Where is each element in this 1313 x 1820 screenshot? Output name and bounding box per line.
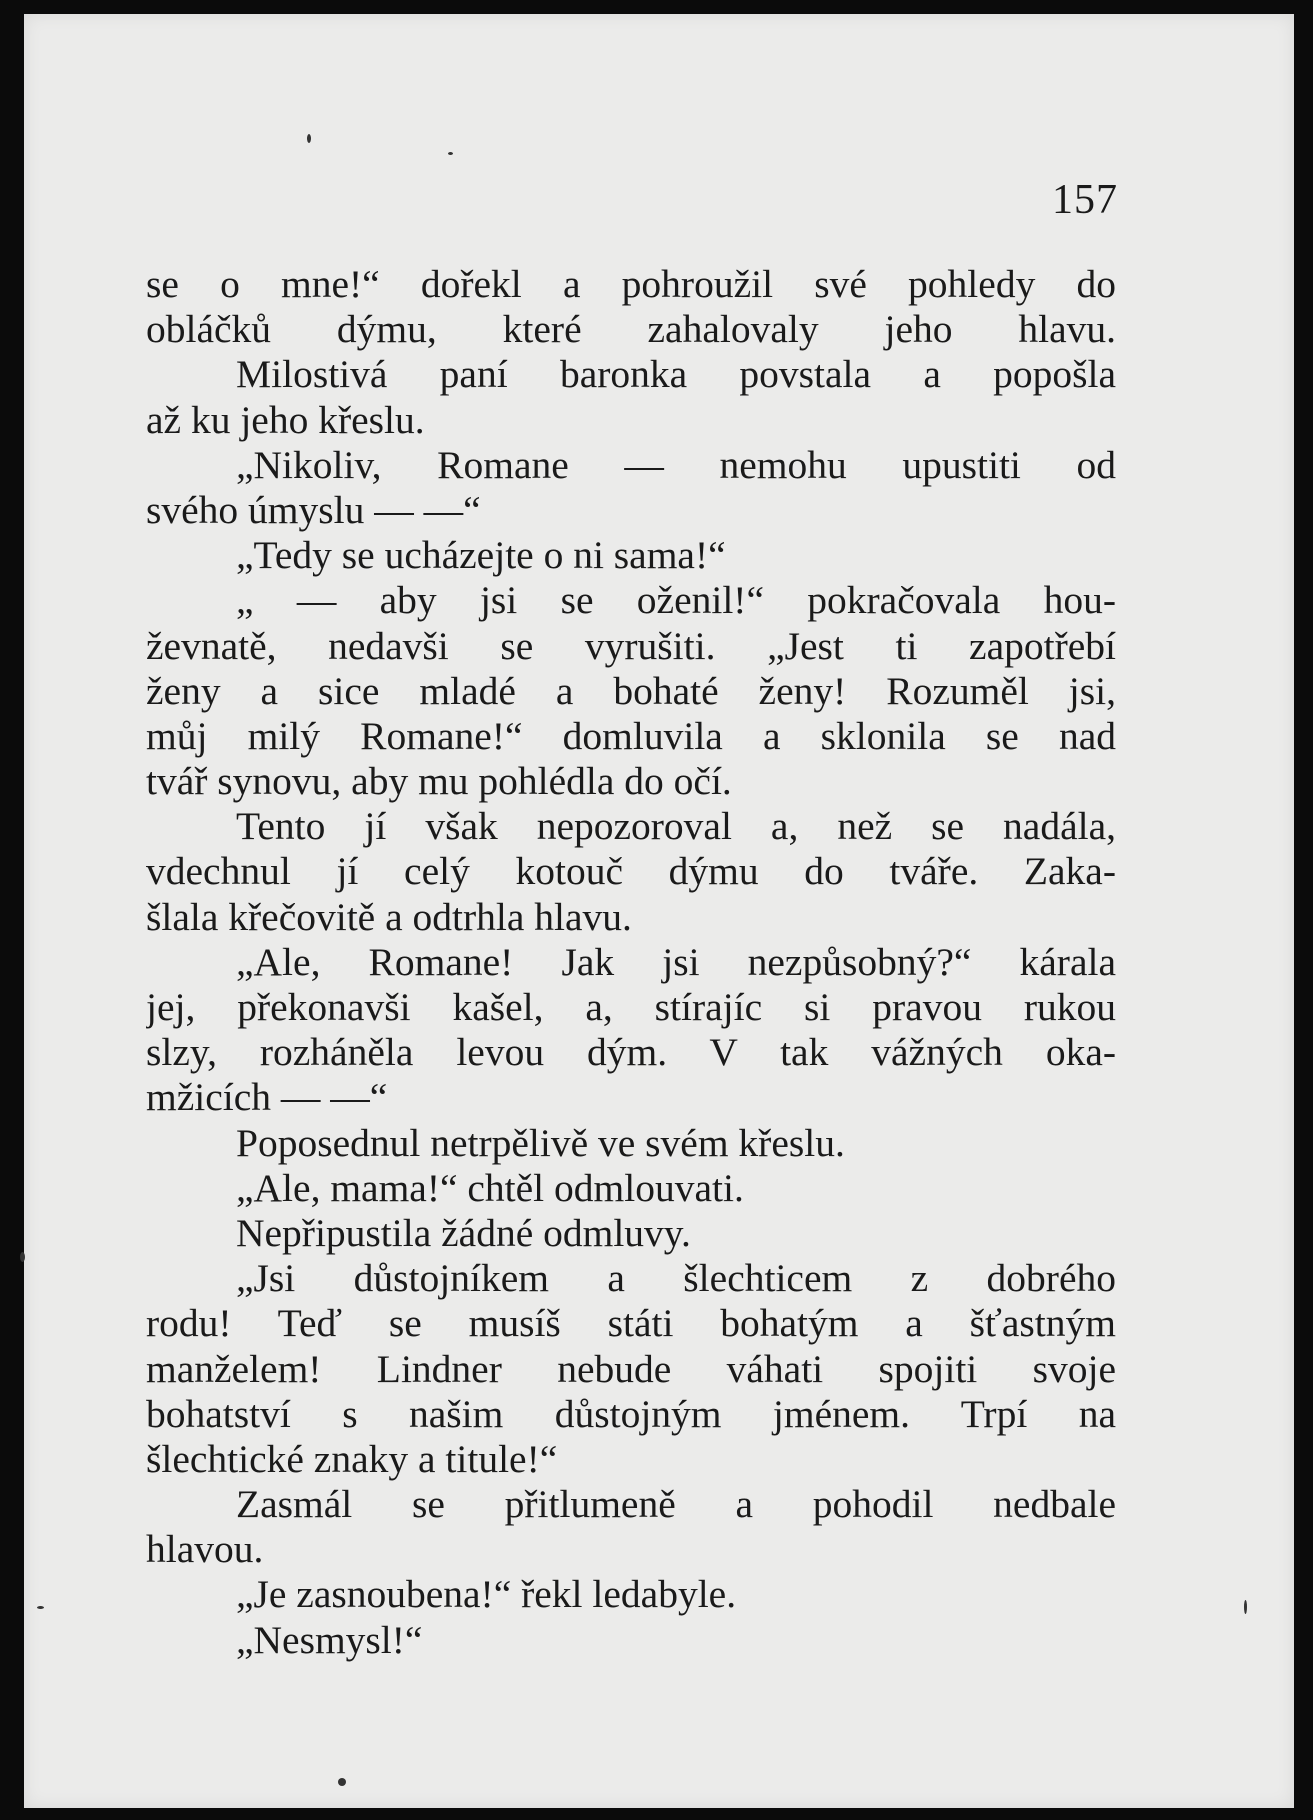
page-number: 157 bbox=[1052, 177, 1118, 223]
text-line: Milostivá paní baronka povstala a popošla bbox=[236, 352, 1116, 397]
scan-speck bbox=[20, 1252, 25, 1262]
text-line: Tento jí však nepozoroval a, než se nadála, bbox=[236, 804, 1116, 849]
text-line: se o mne!“ dořekl a pohroužil své pohledy do bbox=[146, 262, 1116, 306]
text-line: až ku jeho křeslu. bbox=[146, 397, 425, 442]
text-line: jej, překonavši kašel, a, stírajíc si pravou rukou bbox=[146, 985, 1116, 1029]
text-line: slzy, rozháněla levou dým. V tak vážných oka- bbox=[146, 1030, 1116, 1075]
text-line: „ — aby jsi se oženil!“ pokračovala hou- bbox=[236, 578, 1116, 623]
text-line: manželem! Lindner nebude váhati spojiti svoje bbox=[146, 1346, 1116, 1391]
scan-speck bbox=[307, 134, 311, 143]
text-line: rodu! Teď se musíš státi bohatým a šťastným bbox=[146, 1301, 1116, 1346]
scan-speck bbox=[1244, 1600, 1247, 1614]
text-line: hlavou. bbox=[146, 1527, 264, 1572]
text-line: „Je zasnoubena!“ řekl ledabyle. bbox=[236, 1572, 737, 1617]
text-line: „Ale, mama!“ chtěl odmlouvati. bbox=[236, 1165, 744, 1210]
text-line: „Ale, Romane! Jak jsi nezpůsobný?“ kárala bbox=[236, 939, 1116, 984]
text-line: svého úmyslu — —“ bbox=[146, 487, 481, 532]
text-line: Zasmál se přitlumeně a pohodil nedbale bbox=[236, 1482, 1116, 1527]
text-line: tvář synovu, aby mu pohlédla do očí. bbox=[146, 759, 732, 804]
text-line: ženy a sice mladé a bohaté ženy! Rozuměl jsi, bbox=[146, 668, 1116, 713]
text-line: šlala křečovitě a odtrhla hlavu. bbox=[146, 894, 632, 939]
text-line: „Tedy se ucházejte o ni sama!“ bbox=[236, 533, 726, 578]
scan-speck bbox=[37, 1606, 44, 1609]
text-line: šlechtické znaky a titule!“ bbox=[146, 1436, 558, 1481]
text-line: Poposednul netrpělivě ve svém křeslu. bbox=[236, 1120, 845, 1165]
text-line: „Nesmysl!“ bbox=[236, 1617, 423, 1662]
body-text bbox=[146, 262, 1116, 1663]
scan-speck bbox=[338, 1778, 346, 1786]
text-line: obláčků dýmu, které zahalovaly jeho hlavu. bbox=[146, 307, 1116, 352]
text-line: bohatství s našim důstojným jménem. Trpí na bbox=[146, 1391, 1116, 1436]
text-line: „Nikoliv, Romane — nemohu upustiti od bbox=[236, 442, 1116, 487]
text-line: „Jsi důstojníkem a šlechticem z dobrého bbox=[236, 1256, 1116, 1301]
text-line: můj milý Romane!“ domluvila a sklonila se nad bbox=[146, 713, 1116, 758]
text-line: mžicích — —“ bbox=[146, 1075, 388, 1120]
text-line: vdechnul jí celý kotouč dýmu do tváře. Zaka- bbox=[146, 849, 1116, 894]
scan-speck bbox=[448, 152, 453, 155]
text-line: ževnatě, nedavši se vyrušiti. „Jest ti zapotřebí bbox=[146, 623, 1116, 668]
text-line: Nepřipustila žádné odmluvy. bbox=[236, 1210, 691, 1255]
